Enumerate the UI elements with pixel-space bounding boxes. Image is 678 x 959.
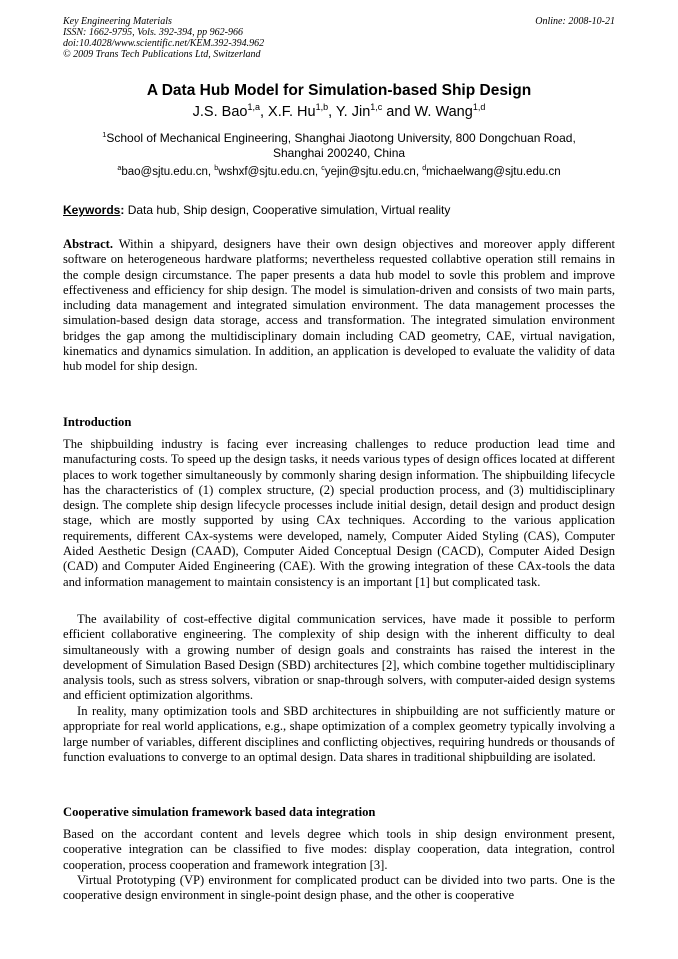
email: $^a$bao@sjtu.edu.cn, bbox=[117, 164, 215, 178]
paper-title: A Data Hub Model for Simulation-based Ship Design bbox=[146, 82, 532, 99]
author-emails bbox=[63, 166, 615, 178]
abstract bbox=[63, 237, 615, 375]
keywords: Keywords: Data hub, Ship design, Cooperative simulation, Virtual reality bbox=[63, 203, 451, 217]
keywords-text: Data hub, Ship design, Cooperative simulation, Virtual reality bbox=[127, 203, 451, 217]
author: J.S. Bao$^{1,a}$, bbox=[192, 102, 269, 120]
affiliation: $^1$School of Mechanical Engineering, Shanghai Jiaotong University, 800 Dongchuan Road, Shanghai 200240, China bbox=[102, 130, 576, 160]
abstract-label: Abstract. bbox=[63, 237, 114, 251]
section2-paragraph-2: Virtual Prototyping (VP) environment for complicated product can be divided into two parts. One is the cooperative design environment in single-point design phase, and the other is cooperative bbox=[63, 873, 615, 903]
intro-paragraph-3: In reality, many optimization tools and SBD architectures in shipbuilding are not sufficiently mature or appropriate for real world applications, e.g., shape optimization of a complex geometry typically involving a large number of variables, different disciplines and conflicting objectives, requiring hundreds or thousands of function evaluations to converge to an optimal design. Data shares in traditional shipbuilding are isolated. bbox=[63, 704, 615, 764]
author: X.F. Hu$^{1,b}$, bbox=[268, 102, 336, 120]
section-heading-introduction: Introduction bbox=[63, 415, 132, 429]
email: $^c$yejin@sjtu.edu.cn, bbox=[321, 164, 423, 178]
email: $^d$michaelwang@sjtu.edu.cn bbox=[422, 164, 561, 178]
intro-paragraph-2: The availability of cost-effective digital communication services, have made it possible to perform efficient collaborative engineering. The complexity of ship design with the inherent difficulty to deal simultaneously with a growing number of design goals and constraints has raised the interest in the development of Simulation Based Design (SBD) architectures [2], which combine together multidisciplinary analysis tools, such as stress solvers, vibration or snap-through solvers, with computer-aided design systems and efficient optimization algorithms. bbox=[63, 612, 615, 703]
section2-paragraph-1: Based on the accordant content and levels degree which tools in ship design environment present, cooperative integration can be classified to five modes: display cooperation, data integration, control cooperation, process cooperation and framework integration [3]. bbox=[63, 827, 615, 872]
issn-line: ISSN: 1662-9795, Vols. 392-394, pp 962-966 bbox=[63, 27, 243, 38]
email: $^b$wshxf@sjtu.edu.cn, bbox=[214, 164, 322, 178]
intro-paragraph-1: The shipbuilding industry is facing ever increasing challenges to reduce production lead time and manufacturing costs. To speed up the design tasks, it needs various types of design offices located at different places to work together simultaneously by commonly sharing design information. The shipbuilding lifecycle has the characteristics of (1) complex structure, (2) special production process, and (3) multidisciplinary design. The complete ship design lifecycle processes include initial design, detail design and product design stage, which are mostly supported by using CAx techniques. According to the various application requirements, different CAx-systems were developed, namely, Computer Aided Styling (CAS), Computer Aided Aesthetic Design (CAAD), Computer Aided Conceptual Design (CACD), Computer Aided Design (CAD) and Computer Aided Engineering (CAE). With the growing integration of these CAx-tools the data and information management to maintain consistency is an important [1] but complicated task. bbox=[63, 437, 615, 589]
author-list bbox=[63, 104, 615, 120]
abstract-text: Within a shipyard, designers have their own design objectives and moreover apply different software on heterogeneous hardware platforms; nevertheless requested collabtive operation still remains in the comple design circumstance. The paper presents a data hub model to sovle this problem and improve effectiveness and efficiency for ship design. The model is simulation-driven and consists of two main parts, including data management and integrated simulation environment. The data management processes the simulation-based design data storage, access and transformation. The integrated simulation environment bridges the gap among the multidisciplinary domain including CAD geometry, CAE, virtual navigation, kinematics and dynamics simulation. In addition, an application is developed to evaluate the validity of data hub model for ship design. bbox=[63, 237, 615, 374]
journal-header bbox=[63, 16, 615, 60]
keywords-label: Keywords bbox=[63, 203, 121, 217]
online-date: Online: 2008-10-21 bbox=[535, 16, 615, 27]
author: W. Wang$^{1,d}$ bbox=[414, 102, 486, 120]
copyright-line: © 2009 Trans Tech Publications Ltd, Switzerland bbox=[63, 49, 261, 60]
journal-name: Key Engineering Materials bbox=[63, 16, 172, 27]
doi-line: doi:10.4028/www.scientific.net/KEM.392-394.962 bbox=[63, 38, 265, 49]
section-heading-cooperative-simulation: Cooperative simulation framework based data integration bbox=[63, 805, 376, 819]
author: Y. Jin$^{1,c}$ and bbox=[335, 102, 415, 120]
